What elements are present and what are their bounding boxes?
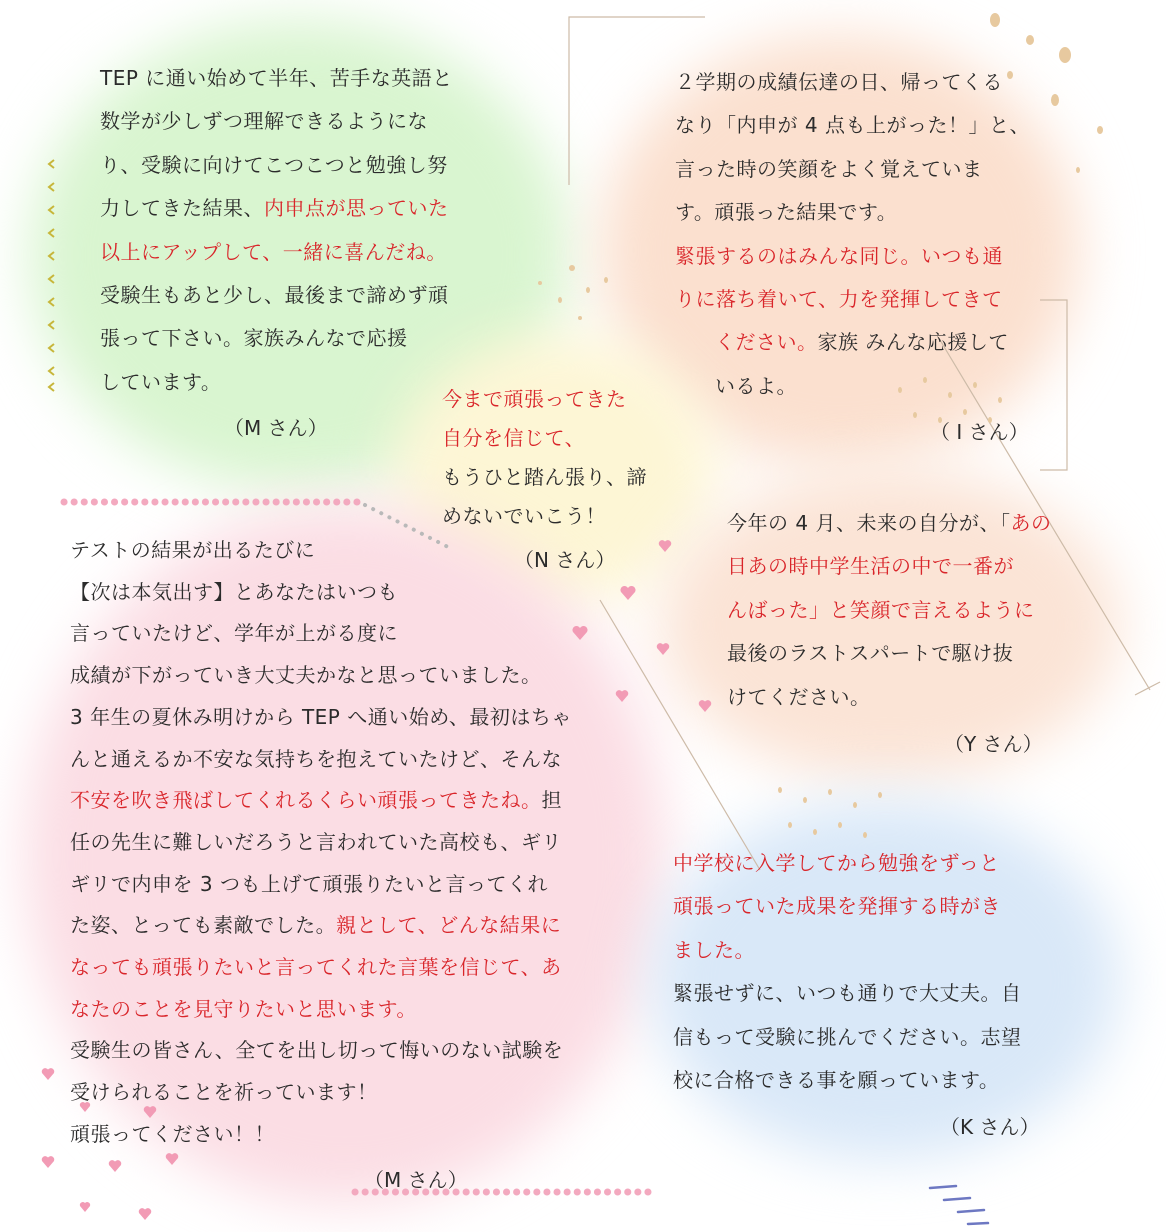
- diagonal-line-corner: [1135, 682, 1160, 695]
- message-line: [70, 864, 572, 906]
- message-i: [675, 61, 1030, 408]
- message-line: [673, 972, 1022, 1015]
- body-text: 言った時の笑顔をよく覚えていま: [675, 156, 983, 181]
- message-line: [70, 1114, 572, 1156]
- highlight-text: 親として、どんな結果に: [336, 913, 562, 938]
- body-text: 緊張せずに、いつも通りで大丈夫。自: [673, 981, 1022, 1006]
- message-line: [675, 278, 1030, 321]
- message-line: [727, 676, 1051, 719]
- body-text: 最後のラストスパートで駆け抜: [727, 641, 1014, 666]
- message-line: [70, 1030, 572, 1072]
- message-line: [675, 321, 1030, 364]
- message-line: [70, 697, 572, 739]
- message-y: [727, 502, 1051, 719]
- message-line: [675, 191, 1030, 234]
- body-text: 頑張ってください！！: [70, 1121, 275, 1146]
- body-text: もうひと踏ん張り、諦: [442, 465, 647, 489]
- body-text: 3 年生の夏休み明けから TEP へ通い始め、最初はちゃ: [70, 704, 572, 729]
- highlight-text: 中学校に入学してから勉強をずっと: [673, 851, 1000, 875]
- message-line: [675, 148, 1030, 191]
- message-m-bottom: [70, 530, 572, 1156]
- message-line: [100, 317, 453, 360]
- body-text: んと通えるか不安な気持ちを抱えていたけど、そんな: [70, 746, 562, 771]
- body-text: 校に合格できる事を願っています。: [673, 1068, 1000, 1093]
- message-line: [442, 458, 647, 497]
- highlight-text: 頑張っていた成果を発揮する時がき: [673, 894, 1001, 919]
- body-text: いるよ。: [715, 373, 797, 398]
- highlight-text: 不安を吹き飛ばしてくれるくらい頑張ってきたね。: [70, 788, 542, 813]
- message-line: [70, 947, 572, 989]
- message-line: [727, 632, 1051, 675]
- body-text: なり「内申が 4 点も上がった！」と、: [675, 113, 1030, 138]
- message-line: [675, 235, 1030, 278]
- message-line: [100, 144, 453, 187]
- body-text: けてください。: [727, 684, 871, 709]
- body-text: テストの結果が出るたびに: [70, 538, 316, 562]
- highlight-text: 自分を信じて、: [442, 426, 586, 450]
- highlight-text: 以上にアップして、一緒に喜んだね。: [100, 239, 447, 264]
- highlight-text: 今まで頑張ってきた: [442, 387, 627, 411]
- body-text: 受験生の皆さん、全てを出し切って悔いのない試験を: [70, 1038, 564, 1063]
- body-text: 数学が少しずつ理解できるようにな: [100, 109, 428, 134]
- frame-line-right: [1040, 300, 1067, 470]
- body-text: 受けられることを祈っています！: [70, 1080, 378, 1105]
- signature-n: （N さん）: [514, 548, 616, 572]
- message-line: [70, 780, 572, 822]
- body-text: 受験生もあと少し、最後まで諦めず頑: [100, 283, 449, 308]
- message-line: [100, 361, 453, 404]
- message-line: [70, 530, 572, 572]
- signature-y: （Y さん）: [944, 732, 1043, 756]
- message-line: [100, 274, 453, 317]
- message-line: [100, 57, 453, 100]
- body-text: めないでいこう！: [442, 504, 606, 528]
- body-text: ２学期の成績伝達の日、帰ってくる: [675, 70, 1003, 94]
- message-line: [70, 822, 572, 864]
- message-line: [727, 589, 1051, 632]
- blue-dash-marks: [930, 1186, 988, 1224]
- message-k: [673, 842, 1022, 1102]
- body-text: 任の先生に難しいだろうと言われていた高校も、ギリ: [70, 829, 562, 854]
- body-text: 張って下さい。家族みんなで応援: [100, 326, 408, 351]
- message-line: [673, 885, 1022, 928]
- message-n: [442, 380, 647, 536]
- message-line: [70, 905, 572, 947]
- message-line: [673, 929, 1022, 972]
- body-text: しています。: [100, 369, 222, 394]
- highlight-text: 緊張するのはみんな同じ。いつも通: [675, 243, 1003, 268]
- body-text: す。頑張った結果です。: [675, 200, 898, 225]
- message-line: [70, 572, 572, 614]
- body-text: 成績が下がっていき大丈夫かなと思っていました。: [70, 663, 542, 688]
- message-line: [100, 231, 453, 274]
- body-text: ギリで内申を 3 つも上げて頑張りたいと言ってくれ: [70, 871, 548, 896]
- message-line: [70, 1072, 572, 1114]
- body-text: 家族 みんな応援して: [817, 330, 1009, 355]
- signature-k: （K さん）: [940, 1115, 1040, 1139]
- highlight-text: 内申点が思っていた: [264, 196, 449, 221]
- body-text: 言っていたけど、学年が上がる度に: [70, 621, 398, 646]
- highlight-text: あの: [1010, 511, 1052, 535]
- message-line: [442, 419, 647, 458]
- signature-i: （ I さん）: [930, 420, 1029, 444]
- message-line: [70, 613, 572, 655]
- message-line: [100, 100, 453, 143]
- signature-m-top: （M さん）: [224, 416, 328, 440]
- message-line: [673, 842, 1022, 885]
- highlight-text: なたのことを見守りたいと思います。: [70, 996, 417, 1021]
- body-text: 力してきた結果、: [100, 196, 264, 221]
- message-line: [442, 380, 647, 419]
- message-line: [675, 61, 1030, 104]
- message-line: [673, 1059, 1022, 1102]
- message-line: [70, 989, 572, 1031]
- highlight-text: ました。: [673, 937, 755, 962]
- message-line: [70, 655, 572, 697]
- highlight-text: なっても頑張りたいと言ってくれた言葉を信じて、あ: [70, 955, 562, 980]
- highlight-text: んばった」と笑顔で言えるように: [727, 597, 1035, 622]
- message-line: [675, 104, 1030, 147]
- body-text: 信もって受験に挑んでください。志望: [673, 1024, 1022, 1049]
- message-line: [675, 365, 1030, 408]
- body-text: た姿、とっても素敵でした。: [70, 913, 337, 938]
- gold-chevron-column: [49, 160, 54, 391]
- signature-m-bottom: （M さん）: [364, 1168, 468, 1192]
- highlight-text: りに落ち着いて、力を発揮してきて: [675, 287, 1003, 312]
- message-m-top: [100, 57, 453, 404]
- highlight-text: 日あの時中学生活の中で一番が: [727, 554, 1014, 579]
- body-text: り、受験に向けてこつこつと勉強し努: [100, 152, 448, 177]
- message-line: [673, 1016, 1022, 1059]
- body-text: 【次は本気出す】とあなたはいつも: [70, 579, 398, 604]
- message-line: [70, 739, 572, 781]
- highlight-text: ください。: [715, 330, 818, 355]
- body-text: 担: [541, 788, 562, 813]
- message-line: [100, 187, 453, 230]
- message-line: [727, 545, 1051, 588]
- body-text: TEP に通い始めて半年、苦手な英語と: [100, 66, 453, 90]
- message-line: [727, 502, 1051, 545]
- body-text: 今年の 4 月、未来の自分が、「: [727, 511, 1011, 535]
